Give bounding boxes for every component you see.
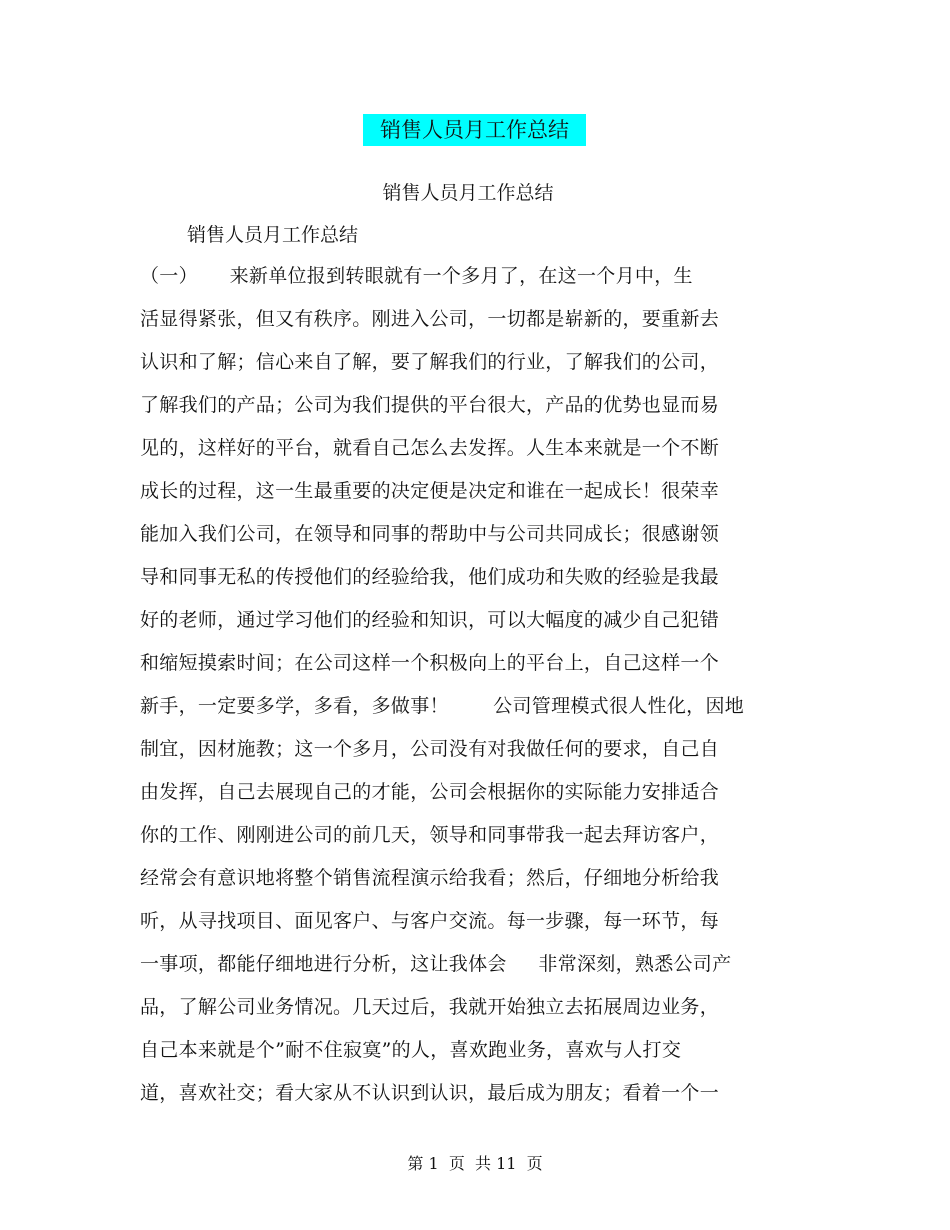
page-number: 第 1 页 共 11 页 xyxy=(407,1154,543,1173)
text-line: （一） 来新单位报到转眼就有一个多月了，在这一个月中，生 xyxy=(140,265,693,287)
text-line: 制宜，因材施教；这一个多月，公司没有对我做任何的要求，自己自 xyxy=(140,738,720,760)
text-line: 听，从寻找项目、面见客户、与客户交流。每一步骤，每一环节，每 xyxy=(140,910,720,932)
text-line: 经常会有意识地将整个销售流程演示给我看；然后，仔细地分析给我 xyxy=(140,867,720,889)
text-line: 能加入我们公司，在领导和同事的帮助中与公司共同成长；很感谢领 xyxy=(140,523,720,545)
text-line: 新手，一定要多学，多看，多做事！ 公司管理模式很人性化，因地 xyxy=(140,695,745,717)
text-line: 你的工作、刚刚进公司的前几天，领导和同事带我一起去拜访客户， xyxy=(140,824,720,846)
text-line: 成长的过程，这一生最重要的决定便是决定和谁在一起成长！很荣幸 xyxy=(140,480,720,502)
text-line: 品，了解公司业务情况。几天过后，我就开始独立去拓展周边业务， xyxy=(140,996,720,1018)
text-line: 认识和了解；信心来自了解，要了解我们的行业，了解我们的公司， xyxy=(140,351,720,373)
text-line: 一事项，都能仔细地进行分析，这让我体会 非常深刻，熟悉公司产 xyxy=(140,953,732,975)
text-line: 由发挥，自己去展现自己的才能，公司会根据你的实际能力安排适合 xyxy=(140,781,720,803)
text-line: 和缩短摸索时间；在公司这样一个积极向上的平台上，自己这样一个 xyxy=(140,652,720,674)
text-line: 了解我们的产品；公司为我们提供的平台很大，产品的优势也显而易 xyxy=(140,394,720,416)
text-line: 好的老师，通过学习他们的经验和知识，可以大幅度的减少自己犯错 xyxy=(140,609,720,631)
text-line: 见的，这样好的平台，就看自己怎么去发挥。人生本来就是一个不断 xyxy=(140,437,720,459)
text-line: 道，喜欢社交；看大家从不认识到认识，最后成为朋友；看着一个一 xyxy=(140,1082,720,1104)
text-line: 活显得紧张，但又有秩序。刚进入公司，一切都是崭新的，要重新去 xyxy=(140,308,720,330)
body-text xyxy=(140,261,800,1121)
document-title: 销售人员月工作总结 xyxy=(363,114,586,146)
section-heading: 销售人员月工作总结 xyxy=(187,224,359,246)
text-line: 导和同事无私的传授他们的经验给我，他们成功和失败的经验是我最 xyxy=(140,566,720,588)
document-subtitle: 销售人员月工作总结 xyxy=(382,182,554,204)
text-line: 自己本来就是个”耐不住寂寞”的人，喜欢跑业务，喜欢与人打交 xyxy=(140,1039,682,1061)
